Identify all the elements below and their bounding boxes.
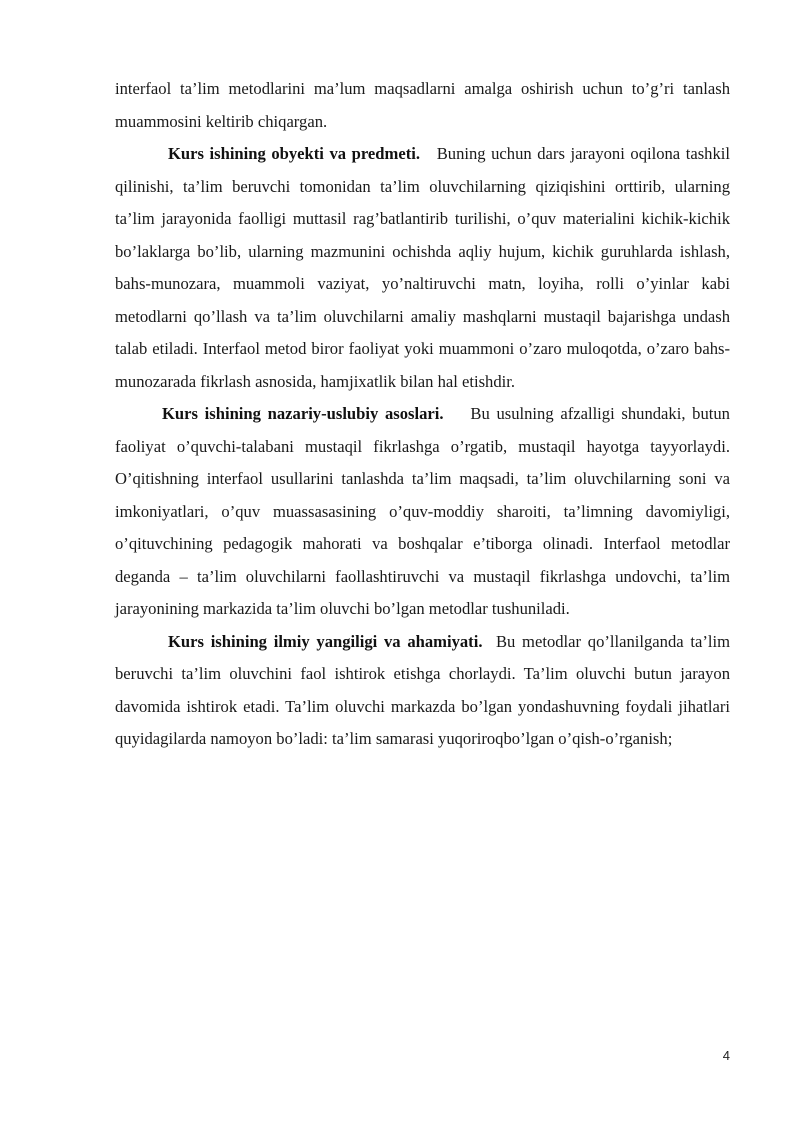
object-body: Buning uchun dars jarayoni oqilona tashkil qilinishi, ta’lim beruvchi tomonidan ta’lim oluvchilarning qiziqishini orttirib, ularning ta’lim jarayonida faolligi muttasil rag’batlantirib turilishi, o’quv materialini kichik-kichik bo’laklarga bo’lib, ularning mazmunini ochishda aqliy hujum, kichik guruhlarda ishlash, bahs-munozara, muammoli vaziyat, yo’naltiruvchi matn, loyiha, rolli o’yinlar kabi metodlarni qo’llash va ta’lim oluvchilarni amaliy mashqlarni mustaqil bajarishga undash talab etiladi. Interfaol metod biror faoliyat yoki muammoni o’zaro muloqotda, o’zaro bahs-munozarada fikrlash asnosida, hamjixatlik bilan hal etishdir. xyxy=(115,144,730,391)
novelty-paragraph xyxy=(115,626,730,756)
intro-paragraph: interfaol ta’lim metodlarini ma’lum maqsadlarni amalga oshirish uchun to’g’ri tanlash muammosini keltirib chiqargan. xyxy=(115,79,730,131)
theory-heading: Kurs ishining nazariy-uslubiy asoslari. xyxy=(162,404,444,423)
theory-paragraph xyxy=(115,398,730,626)
object-paragraph xyxy=(115,138,730,398)
novelty-heading: Kurs ishining ilmiy yangiligi va ahamiyati. xyxy=(168,631,483,651)
novelty-body: Bu metodlar qo’llanilganda ta’lim beruvchi ta’lim oluvchini faol ishtirok etishga chorlaydi. Ta’lim oluvchi butun jarayon davomida ishtirok etadi. Ta’lim oluvchi markazda bo’lgan yondashuvning foydali jihatlari quyidagilarda namoyon bo’ladi: ta’lim samarasi yuqoriroqbo’lgan o’qish-o’rganish; xyxy=(115,631,730,748)
document-body xyxy=(115,73,730,756)
object-heading: Kurs ishining obyekti va predmeti. xyxy=(168,144,420,163)
page-number: 4 xyxy=(722,1048,730,1063)
theory-body: Bu usulning afzalligi shundaki, butun faoliyat o’quvchi-talabani mustaqil fikrlashga o’rgatib, mustaqil hayotga tayyorlaydi. O’qitishning interfaol usullarini tanlashda ta’lim maqsadi, ta’lim oluvchilarning soni va imkoniyatlari, o’quv muassasasining o’quv-moddiy sharoiti, ta’limning davomiyligi, o’qituvchining pedagogik mahorati va boshqalar e’tiborga olinadi. Interfaol metodlar deganda – ta’lim oluvchilarni faollashtiruvchi va mustaqil fikrlashga undovchi, ta’lim jarayonining markazida ta’lim oluvchi bo’lgan metodlar tushuniladi. xyxy=(115,404,730,618)
